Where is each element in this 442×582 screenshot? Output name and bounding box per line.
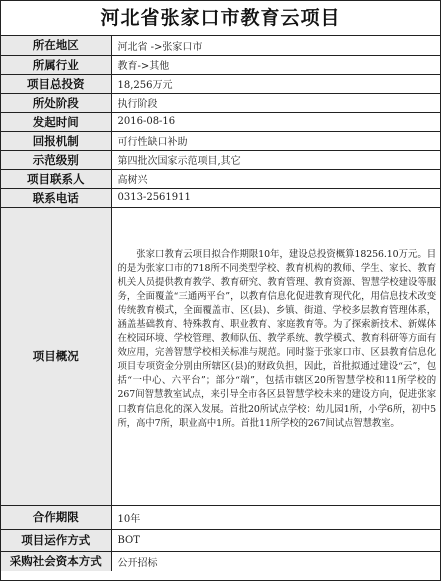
row-industry (1, 55, 440, 74)
row-stage (1, 93, 440, 112)
row-overview (1, 207, 440, 505)
label-stage: 所处阶段 (1, 93, 111, 112)
label-return-mechanism: 回报机制 (1, 131, 111, 150)
value-demo-level: 第四批次国家示范项目,其它 (111, 150, 440, 169)
row-procurement (1, 551, 440, 571)
label-region: 所在地区 (1, 36, 111, 55)
label-contact-phone: 联系电话 (1, 188, 111, 207)
value-industry: 教育->其他 (111, 55, 440, 74)
row-start-date (1, 112, 440, 131)
label-investment: 项目总投资 (1, 74, 111, 93)
label-start-date: 发起时间 (1, 112, 111, 131)
label-procurement: 采购社会资本方式 (1, 551, 111, 571)
label-operation-mode: 项目运作方式 (1, 529, 111, 551)
row-term (1, 505, 440, 529)
label-demo-level: 示范级别 (1, 150, 111, 169)
row-demo-level (1, 150, 440, 169)
row-contact-phone (1, 188, 440, 207)
label-term: 合作期限 (1, 505, 111, 529)
value-operation-mode: BOT (111, 529, 440, 551)
row-investment (1, 74, 440, 93)
label-contact-person: 项目联系人 (1, 169, 111, 188)
overview-cell (111, 207, 440, 505)
row-contact-person (1, 169, 440, 188)
value-investment: 18,256万元 (111, 74, 440, 93)
value-start-date: 2016-08-16 (111, 112, 440, 131)
value-term: 10年 (111, 505, 440, 529)
row-region (1, 36, 440, 55)
value-contact-person: 高树兴 (111, 169, 440, 188)
label-industry: 所属行业 (1, 55, 111, 74)
project-info-table (1, 36, 440, 571)
value-stage: 执行阶段 (111, 93, 440, 112)
value-region: 河北省 ->张家口市 (111, 36, 440, 55)
value-return-mechanism: 可行性缺口补助 (111, 131, 440, 150)
label-overview: 项目概况 (1, 207, 111, 505)
row-return-mechanism (1, 131, 440, 150)
overview-text: 张家口教育云项目拟合作期限10年，建设总投资概算18256.10万元。目的是为张家口市的718所不同类型学校、教育机构的教师、学生、家长、教育机关人员提供教育教学、教育研究、教育管理、教育资源、智慧学校建设等服务，全面覆盖“三通两平台”，以教育信息化促进教育现代化，用信息技术改变传统教育模式，全面覆盖市、区(县)、乡镇、街道、学校多层教育管理体系，涵盖基础教育、特殊教育、职业教育、家庭教育等。为了探索新技术、新媒体在校园环境、学校管理、教师队伍、教学系统、教学模式、教育科研等方面有效应用，完善智慧学校相关标准与规范。同时鉴于张家口市、区县教育信息化项目专项资金分别由所辖区(县)的财政负担，因此，首批拟通过建设“云”，包括“一中心、六平台”；部分“端”，包括市辖区20所智慧学校和11所学校的267间智慧教室试点，来引导全市各区县智慧学校未来的建设方向，促进张家口教育信息化的深入发展。首批20所试点学校：幼儿园1所，小学6所，初中5所，高中7所，职业高中1所。首批11所学校的267间试点智慧教室。 (117, 248, 436, 429)
value-procurement: 公开招标 (111, 551, 440, 571)
row-operation-mode (1, 529, 440, 551)
value-contact-phone: 0313-2561911 (111, 188, 440, 207)
page-title: 河北省张家口市教育云项目 (1, 1, 440, 36)
